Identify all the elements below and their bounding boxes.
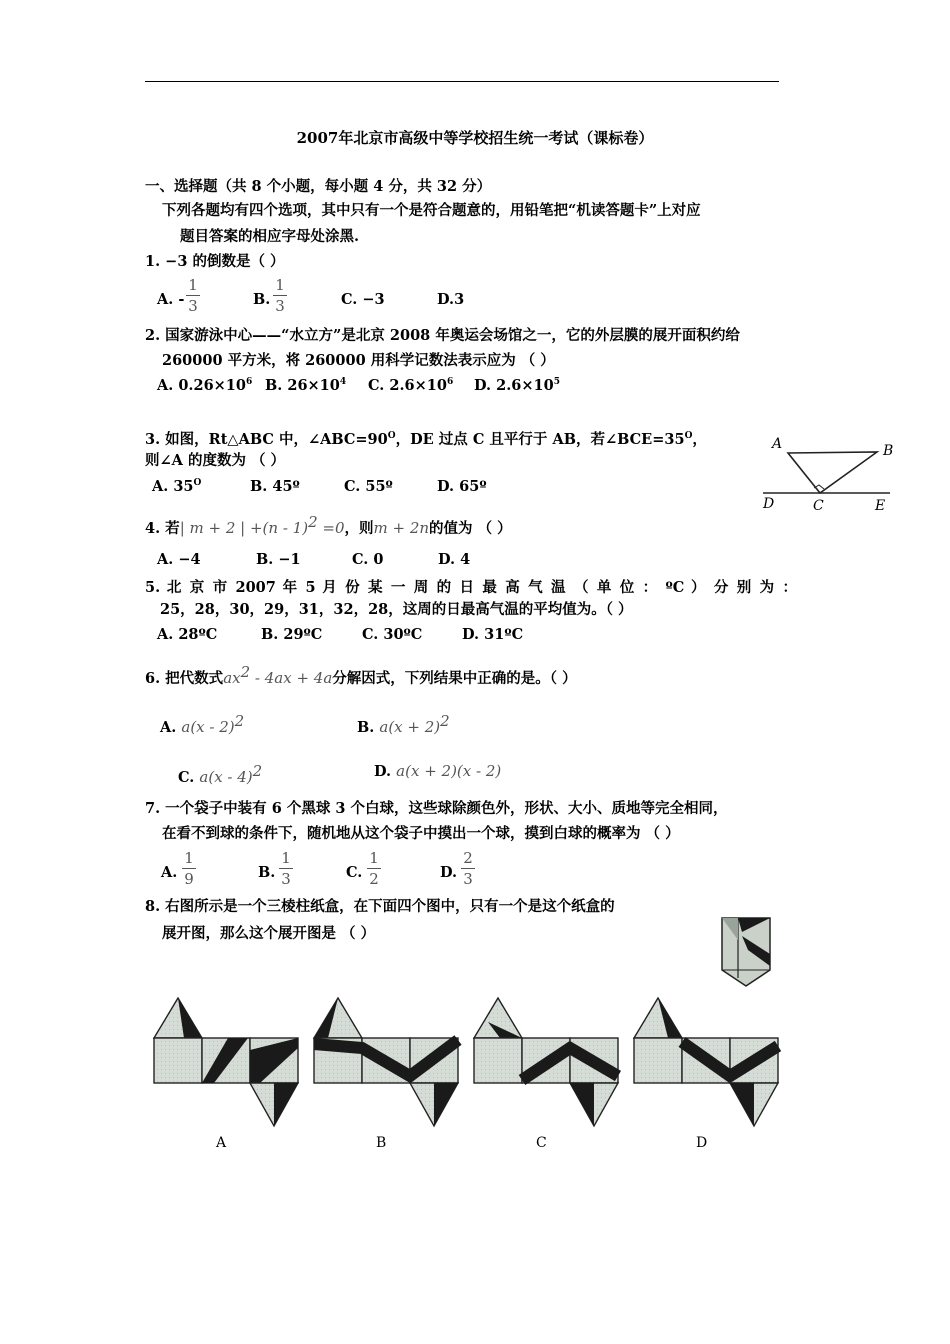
q1-b-numerator: 1: [275, 276, 285, 294]
q2-option-c: C. $2.6\times 10^6$: [368, 377, 454, 394]
header-rule: [145, 81, 779, 82]
q2-option-d: D. $2.6\times 10^5$: [474, 377, 560, 394]
q5-option-c: C. 30ºC: [362, 626, 423, 643]
section-heading: 一、选择题（共 8 个小题，每小题 4 分，共 32 分）: [145, 178, 492, 195]
q6-option-c: C. a(x - 4)$^2$: [178, 762, 263, 786]
q5-stem-line1: 5. 北 京 市 2007 年 5 月 份 某 一 周 的 日 最 高 气 温 （ 单 位 ： ºC ） 分 别 为 ：: [145, 579, 797, 596]
q1-option-a-fraction: [186, 276, 200, 315]
q3-option-d: D. 65º: [437, 478, 487, 495]
net-b: [314, 998, 458, 1151]
net-label-a: A: [216, 1135, 227, 1151]
q1-option-b-label: B.: [253, 291, 271, 308]
q6-stem: 6. 把代数式$ax^2 - 4ax + 4a$分解因式，下列结果中正确的是。（ ）: [145, 663, 577, 687]
fig-label-a: A: [772, 436, 783, 452]
q1-option-a-label: A. -: [157, 291, 185, 308]
section-instructions-line2: 题目答案的相应字母处涂黑.: [180, 228, 360, 245]
q1-b-denominator: 3: [275, 297, 285, 315]
q6-option-d: D. a(x + 2)(x - 2): [374, 762, 502, 780]
q1-a-denominator: 3: [188, 297, 198, 315]
q5-stem-line2: 25，28，30，29，31，32，28，这周的日最高气温的平均值为。（ ）: [160, 601, 633, 618]
q7-option-b-fraction: 1 3: [279, 849, 293, 888]
q7-option-c-fraction: 1 2: [367, 849, 381, 888]
q5-option-b: B. 29ºC: [261, 626, 323, 643]
q6-option-b: B. $a(x + 2)^2$: [357, 712, 450, 736]
q7-option-d-label: D.: [440, 864, 458, 881]
q8-stem-line1: 8. 右图所示是一个三棱柱纸盒，在下面四个图中，只有一个是这个纸盒的: [145, 898, 615, 915]
net-d: [634, 998, 778, 1151]
q3-stem-line2: 则∠A 的度数为 （ ）: [145, 452, 286, 469]
q1-a-numerator: 1: [188, 276, 198, 294]
q1-stem: 1. −3 的倒数是（ ）: [145, 253, 285, 270]
q7-option-a-label: A.: [161, 864, 178, 881]
prism-box-figure: [718, 914, 776, 990]
triangle-abc: [788, 452, 877, 493]
q2-stem-line2: 260000 平方米，将 260000 用科学记数法表示应为 （ ）: [162, 352, 555, 369]
q4-option-c: C. 0: [352, 551, 384, 568]
fig-label-e: E: [875, 498, 886, 514]
q3-option-c: C. 55º: [344, 478, 393, 495]
q4-option-d: D. 4: [438, 551, 471, 568]
q7-option-d-fraction: 2 3: [461, 849, 475, 888]
q3-stem-line1: 3. 如图，Rt△ABC 中，$\angle ABC=90^O$，DE 过点 C 且平行于 AB，若$\angle BCE=35^O$，: [145, 430, 707, 448]
q4-stem: 4. 若| m + 2 | +(n - 1)$^2$ =0，则m + 2n的值为 （ ）: [145, 513, 512, 537]
fig-label-d: D: [763, 496, 775, 512]
net-c: [474, 998, 618, 1151]
q6-option-a: A. a(x - 2)$^2$: [160, 712, 245, 736]
net-label-d: D: [696, 1135, 708, 1151]
q8-nets-figure: [148, 992, 798, 1157]
q2-option-a: A. $0.26\times 10^6$: [157, 377, 253, 394]
q7-option-c-label: C.: [346, 864, 363, 881]
q8-stem-line2: 展开图，那么这个展开图是 （ ）: [162, 925, 376, 942]
fig-label-c: C: [813, 498, 824, 514]
net-a: [154, 998, 298, 1151]
q2-stem-line1: 2. 国家游泳中心——“水立方”是北京 2008 年奥运会场馆之一，它的外层膜的展开面积约给: [145, 327, 740, 344]
q2-option-b: B. $26\times 10^4$: [265, 377, 347, 394]
q7-option-a-fraction: 1 9: [182, 849, 196, 888]
q3-option-a: A. $35^O$: [152, 478, 202, 495]
q1-option-c: C. −3: [341, 291, 385, 308]
q5-option-a: A. 28ºC: [157, 626, 218, 643]
q7-stem-line1: 7. 一个袋子中装有 6 个黑球 3 个白球，这些球除颜色外，形状、大小、质地等完全相同，: [145, 800, 728, 817]
q3-option-b: B. 45º: [250, 478, 300, 495]
net-label-c: C: [536, 1135, 547, 1151]
q1-option-b-fraction: [273, 276, 287, 315]
q7-option-b-label: B.: [258, 864, 276, 881]
q1-option-d: D.3: [437, 291, 465, 308]
page-title: 2007年北京市高级中等学校招生统一考试（课标卷）: [296, 129, 654, 147]
q5-option-d: D. 31ºC: [462, 626, 524, 643]
section-instructions-line1: 下列各题均有四个选项，其中只有一个是符合题意的，用铅笔把“机读答题卡”上对应: [162, 202, 701, 219]
fig-label-b: B: [883, 443, 894, 459]
q4-option-a: A. −4: [157, 551, 201, 568]
q7-stem-line2: 在看不到球的条件下，随机地从这个袋子中摸出一个球，摸到白球的概率为 （ ）: [162, 825, 680, 842]
net-label-b: B: [376, 1135, 387, 1151]
q4-option-b: B. −1: [256, 551, 301, 568]
q3-triangle-figure: [755, 430, 900, 515]
